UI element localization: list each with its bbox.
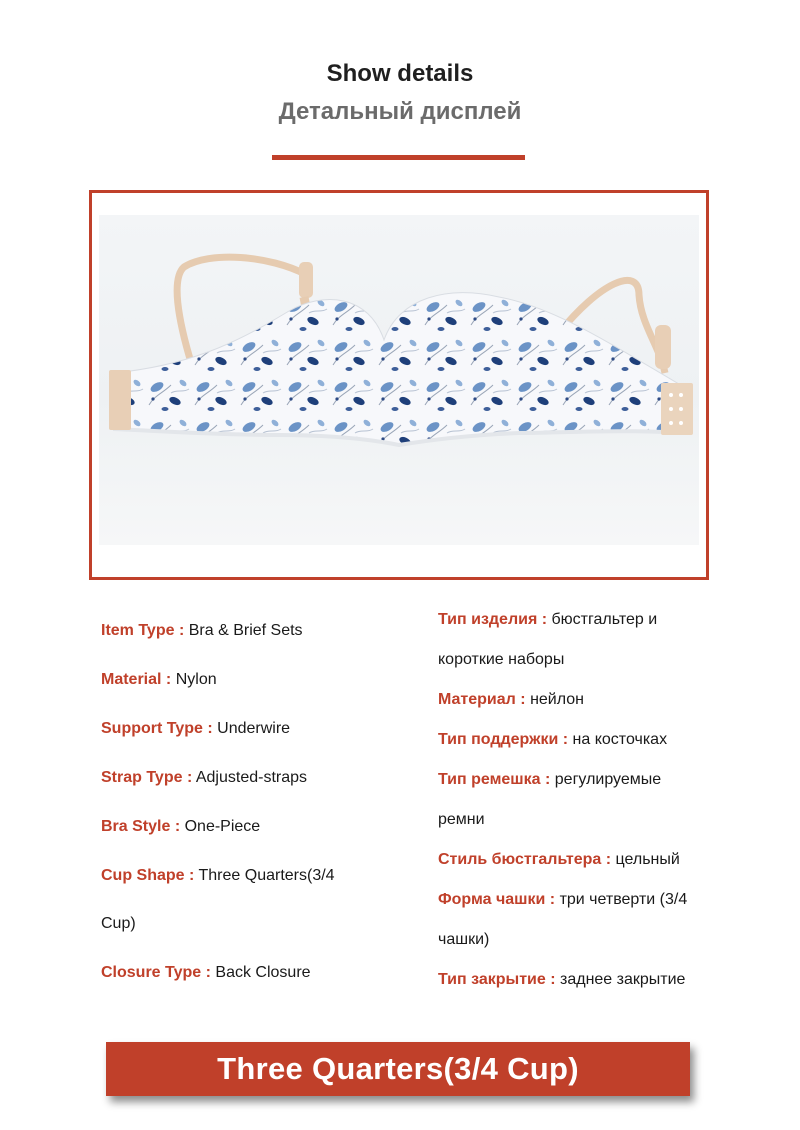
spec-value: Nylon (175, 671, 217, 688)
spec-support-type-en (101, 720, 290, 738)
spec-cup-shape-en (101, 867, 335, 885)
spec-value: три четверти (3/4 (559, 891, 688, 908)
spec-item-type-en (101, 622, 303, 640)
spec-value: регулируемые (554, 771, 662, 788)
spec-material-en (101, 671, 217, 689)
spec-value: чашки) (438, 931, 490, 948)
spec-value: ремни (438, 811, 485, 828)
spec-label: Material : (101, 671, 172, 688)
spec-label: Материал : (438, 691, 526, 708)
spec-support-type-ru (438, 731, 667, 749)
spec-value: заднее закрытие (560, 971, 686, 988)
spec-strap-type-ru (438, 771, 661, 789)
spec-label: Bra Style : (101, 818, 181, 835)
spec-value: на косточках (572, 731, 668, 748)
spec-label: Cup Shape : (101, 867, 195, 884)
spec-value: Adjusted-straps (195, 769, 308, 786)
spec-label: Closure Type : (101, 964, 211, 981)
spec-label: Стиль бюстгальтера : (438, 851, 612, 868)
spec-closure-type-ru (438, 971, 685, 989)
product-photo (99, 215, 699, 545)
spec-value: One-Piece (184, 818, 261, 835)
spec-label: Тип поддержки : (438, 731, 569, 748)
spec-closure-type-en (101, 964, 311, 982)
spec-label: Тип закрытие : (438, 971, 556, 988)
spec-label: Тип изделия : (438, 611, 548, 628)
floral-bra-photo-icon (99, 215, 699, 545)
page-title: Show details (326, 60, 474, 87)
spec-item-type-ru-cont (438, 651, 564, 669)
title-divider (272, 155, 525, 160)
spec-bra-style-ru (438, 851, 680, 869)
product-photo-frame (89, 190, 709, 580)
spec-value: бюстгальтер и (551, 611, 658, 628)
spec-label: Форма чашки : (438, 891, 556, 908)
cup-shape-banner (106, 1042, 690, 1096)
spec-label: Тип ремешка : (438, 771, 551, 788)
spec-value: короткие наборы (438, 651, 565, 668)
spec-strap-type-ru-cont (438, 811, 485, 829)
spec-value: нейлон (530, 691, 584, 708)
banner-text: Three Quarters(3/4 Cup) (217, 1051, 579, 1086)
spec-value: Cup) (101, 915, 136, 932)
spec-value: Three Quarters(3/4 (198, 867, 335, 884)
spec-label: Strap Type : (101, 769, 193, 786)
spec-cup-shape-ru (438, 891, 687, 909)
spec-bra-style-en (101, 818, 260, 836)
spec-material-ru (438, 691, 584, 709)
spec-value: Underwire (217, 720, 291, 737)
spec-cup-shape-ru-cont (438, 931, 489, 949)
spec-value: Back Closure (215, 964, 311, 981)
spec-label: Item Type : (101, 622, 185, 639)
spec-value: цельный (615, 851, 680, 868)
spec-strap-type-en (101, 769, 307, 787)
spec-item-type-ru (438, 611, 657, 629)
spec-value: Bra & Brief Sets (188, 622, 303, 639)
page-subtitle-ru: Детальный дисплей (278, 98, 522, 125)
spec-label: Support Type : (101, 720, 213, 737)
spec-cup-shape-en-cont (101, 915, 136, 933)
